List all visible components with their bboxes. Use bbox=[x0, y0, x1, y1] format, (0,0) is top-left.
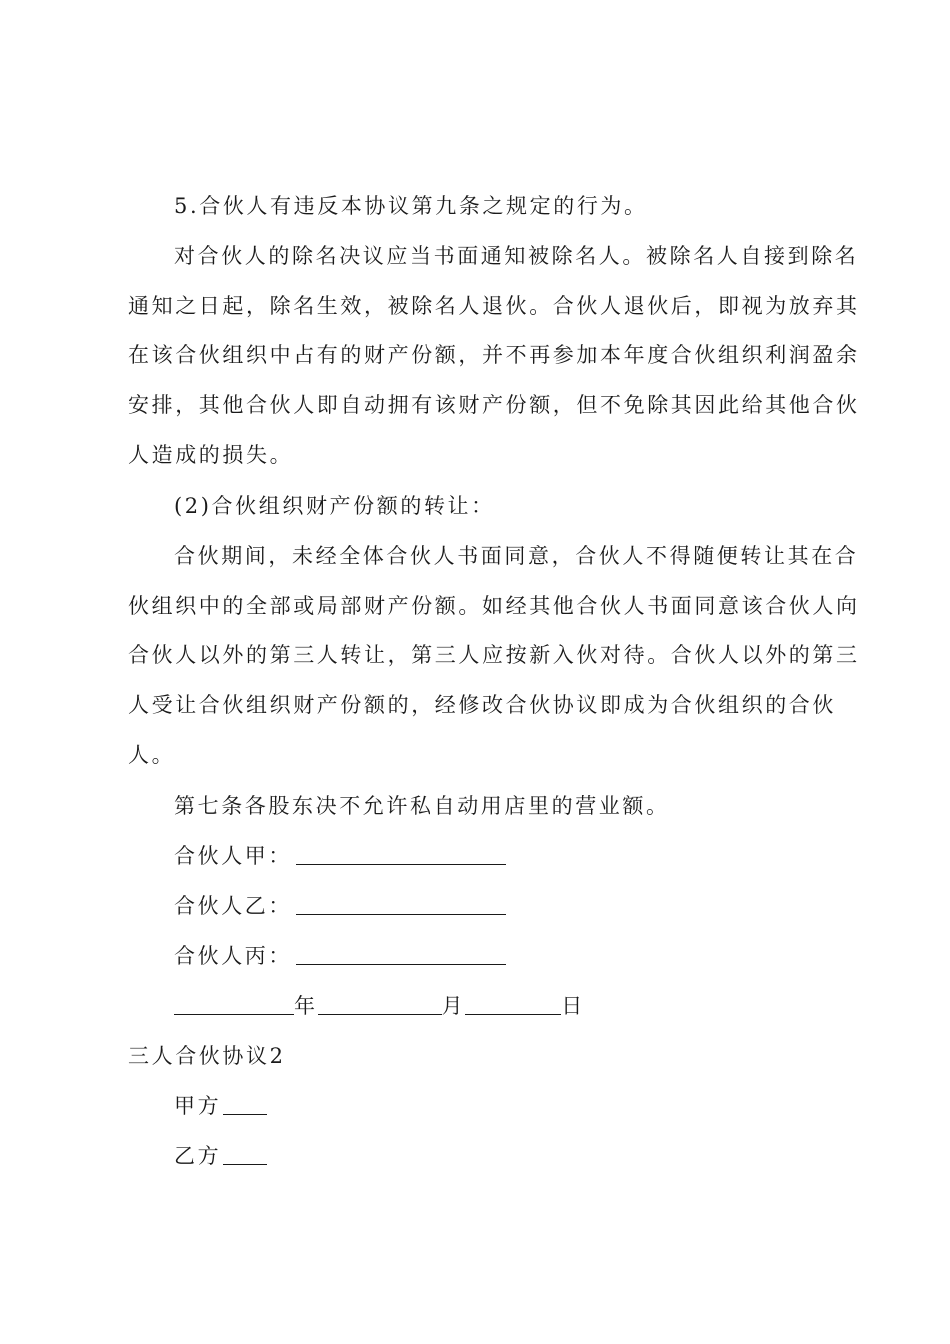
month-blank bbox=[318, 994, 442, 1015]
signature-partner-a bbox=[174, 844, 833, 868]
paragraph-line: 人受让合伙组织财产份额的，经修改合伙协议即成为合伙组织的合伙 bbox=[128, 693, 836, 717]
article-7: 第七条各股东决不允许私自动用店里的营业额。 bbox=[174, 794, 670, 818]
paragraph-line: 合伙人以外的第三人转让，第三人应按新入伙对待。合伙人以外的第三 bbox=[128, 643, 860, 667]
party-b-line bbox=[174, 1144, 833, 1168]
year-blank bbox=[174, 994, 294, 1015]
signature-blank bbox=[296, 944, 506, 965]
party-a-label: 甲方 bbox=[174, 1094, 222, 1118]
signature-blank bbox=[296, 894, 506, 915]
paragraph-line: 伙组织中的全部或局部财产份额。如经其他合伙人书面同意该合伙人向 bbox=[128, 594, 860, 618]
signature-label: 合伙人甲： bbox=[174, 844, 292, 868]
day-label: 日 bbox=[561, 994, 585, 1018]
paragraph-line: 安排，其他合伙人即自动拥有该财产份额，但不免除其因此给其他合伙 bbox=[128, 393, 860, 417]
paragraph-line: 人造成的损失。 bbox=[128, 443, 294, 467]
year-label: 年 bbox=[294, 994, 318, 1018]
paragraph-line: 对合伙人的除名决议应当书面通知被除名人。被除名人自接到除名 bbox=[174, 244, 859, 268]
date-line bbox=[174, 994, 833, 1018]
section-title: 三人合伙协议2 bbox=[128, 1044, 286, 1068]
signature-blank bbox=[296, 844, 506, 865]
party-a-blank bbox=[223, 1094, 267, 1115]
subheading-transfer: (2)合伙组织财产份额的转让： bbox=[174, 494, 495, 518]
party-b-label: 乙方 bbox=[174, 1144, 222, 1168]
paragraph-line: 通知之日起，除名生效，被除名人退伙。合伙人退伙后，即视为放弃其 bbox=[128, 294, 860, 318]
signature-label: 合伙人乙： bbox=[174, 894, 292, 918]
item-5: 5.合伙人有违反本协议第九条之规定的行为。 bbox=[174, 194, 648, 218]
party-b-blank bbox=[223, 1144, 267, 1165]
signature-label: 合伙人丙： bbox=[174, 944, 292, 968]
day-blank bbox=[465, 994, 561, 1015]
signature-partner-c bbox=[174, 944, 833, 968]
signature-partner-b bbox=[174, 894, 833, 918]
paragraph-line: 在该合伙组织中占有的财产份额，并不再参加本年度合伙组织利润盈余 bbox=[128, 343, 860, 367]
paragraph-line: 人。 bbox=[128, 743, 176, 767]
party-a-line bbox=[174, 1094, 833, 1118]
paragraph-line: 合伙期间，未经全体合伙人书面同意，合伙人不得随便转让其在合 bbox=[174, 544, 859, 568]
month-label: 月 bbox=[441, 994, 466, 1018]
